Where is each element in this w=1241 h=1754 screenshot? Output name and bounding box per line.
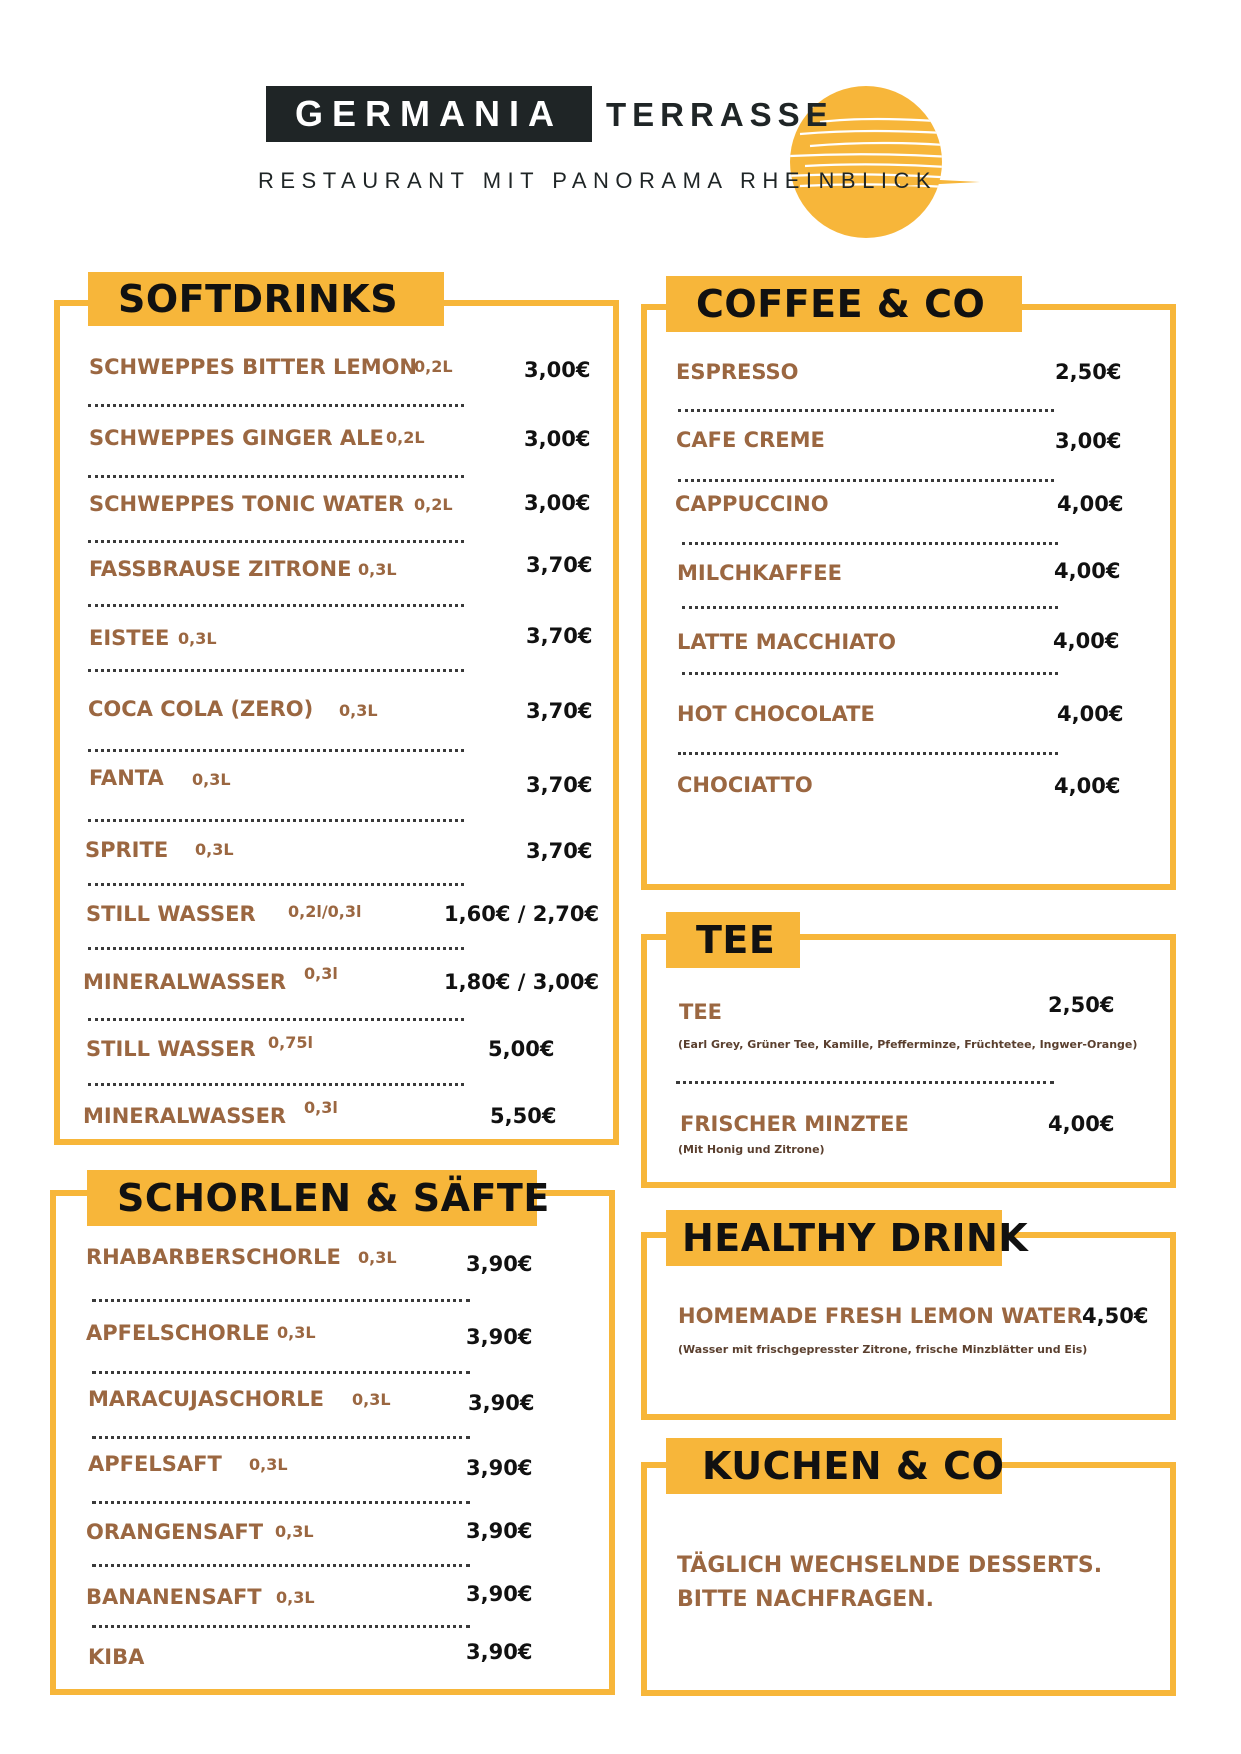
item-size: 0,3L [178,629,217,648]
item-price: 3,70€ [526,553,593,577]
item-price: 3,90€ [466,1582,533,1606]
item-size: 0,3l [304,1098,338,1117]
dotted-leader [682,606,1058,609]
item-price: 3,90€ [466,1640,533,1664]
item-name: LATTE MACCHIATO [677,630,896,654]
item-name: COCA COLA (ZERO) [88,697,314,721]
dotted-leader [92,1625,470,1628]
item-name: MILCHKAFFEE [677,561,842,585]
dotted-leader [88,1018,464,1021]
item-price: 4,50€ [1082,1304,1149,1328]
item-name: HOT CHOCOLATE [677,702,875,726]
dotted-leader [676,1081,1054,1084]
dotted-leader [682,672,1058,675]
item-size: 0,2l/0,3l [288,902,362,921]
dotted-leader [88,947,464,950]
item-name: ESPRESSO [676,360,799,384]
item-size: 0,75l [268,1033,313,1052]
item-size: 0,3L [277,1323,316,1342]
item-name: STILL WASSER [86,902,256,926]
item-size: 0,3L [275,1522,314,1541]
item-name: FANTA [89,766,164,790]
item-price: 3,70€ [526,624,593,648]
item-price: 2,50€ [1055,360,1122,384]
item-name: EISTEE [89,626,170,650]
item-price: 3,90€ [466,1252,533,1276]
dotted-leader [92,1501,470,1504]
dotted-leader [88,540,464,543]
item-price: 4,00€ [1057,492,1124,516]
item-name: RHABARBERSCHORLE [86,1245,341,1269]
dotted-leader [88,669,464,672]
dotted-leader [92,1436,470,1439]
dotted-leader [678,752,1058,755]
coffee-title: COFFEE & CO [666,276,1022,332]
item-size: 0,3L [358,1248,397,1267]
item-size: 0,3L [358,560,397,579]
item-price: 3,00€ [524,491,591,515]
item-price: 3,90€ [466,1325,533,1349]
item-name: TEE [679,1000,723,1024]
item-name: HOMEMADE FRESH LEMON WATER [678,1304,1083,1328]
item-price: 4,00€ [1057,702,1124,726]
item-price: 3,00€ [524,427,591,451]
item-size: 0,2L [386,428,425,447]
brand-light: TERRASSE [606,96,834,133]
restaurant-subtitle: RESTAURANT MIT PANORAMA RHEINBLICK [258,168,938,193]
dotted-leader [92,1371,470,1374]
item-size: 0,2L [414,357,453,376]
item-name: ORANGENSAFT [86,1520,264,1544]
item-name: MINERALWASSER [83,970,287,994]
brand-dark: GERMANIA [266,86,592,142]
item-price: 4,00€ [1053,629,1120,653]
item-size: 0,3L [276,1588,315,1607]
item-size: 0,3L [195,840,234,859]
item-name: CAFE CREME [676,428,825,452]
schorlen-title: SCHORLEN & SÄFTE [87,1170,537,1226]
item-size: 0,3L [192,770,231,789]
item-price: 3,00€ [524,358,591,382]
item-price: 3,90€ [468,1391,535,1415]
item-price: 3,70€ [526,839,593,863]
dotted-leader [88,604,464,607]
item-price: 3,90€ [466,1456,533,1480]
item-name: STILL WASSER [86,1037,256,1061]
item-note: (Mit Honig und Zitrone) [678,1143,825,1156]
item-name: BANANENSAFT [86,1585,262,1609]
dotted-leader [92,1299,470,1302]
item-name: CAPPUCCINO [675,492,829,516]
item-name: APFELSCHORLE [86,1321,270,1345]
item-price: 5,00€ [488,1037,555,1061]
dotted-leader [92,1564,470,1567]
dotted-leader [88,475,464,478]
item-price: 1,80€ / 3,00€ [444,970,600,994]
item-size: 0,2L [414,495,453,514]
item-name: SCHWEPPES TONIC WATER [89,492,405,516]
item-name: FASSBRAUSE ZITRONE [89,557,352,581]
item-price: 5,50€ [490,1104,557,1128]
item-size: 0,3l [304,964,338,983]
item-name: FRISCHER MINZTEE [680,1112,909,1136]
coffee-section [641,304,1176,890]
item-size: 0,3L [249,1455,288,1474]
item-price: 3,00€ [1055,429,1122,453]
item-name: MARACUJASCHORLE [88,1387,324,1411]
item-note: (Earl Grey, Grüner Tee, Kamille, Pfefferminze, Früchtetee, Ingwer-Orange) [678,1038,1138,1051]
dotted-leader [88,749,464,752]
item-price: 3,70€ [526,773,593,797]
item-name: SCHWEPPES GINGER ALE [89,426,384,450]
item-note: (Wasser mit frischgepresster Zitrone, frische Minzblätter und Eis) [678,1343,1088,1356]
healthy-title: HEALTHY DRINK [666,1210,1002,1266]
dotted-leader [88,883,464,886]
kuchen-title: KUCHEN & CO [666,1438,1002,1494]
item-price: 4,00€ [1048,1112,1115,1136]
dotted-leader [88,819,464,822]
item-name: APFELSAFT [88,1452,222,1476]
item-price: 2,50€ [1048,993,1115,1017]
item-name: CHOCIATTO [677,773,813,797]
item-price: 3,70€ [526,699,593,723]
item-size: 0,3L [352,1390,391,1409]
item-name: MINERALWASSER [83,1104,287,1128]
item-price: 4,00€ [1054,559,1121,583]
dotted-leader [678,409,1054,412]
item-name: SPRITE [85,838,169,862]
dotted-leader [678,479,1054,482]
dotted-leader [88,1083,464,1086]
item-price: 1,60€ / 2,70€ [444,902,600,926]
item-price: 3,90€ [466,1519,533,1543]
dotted-leader [682,542,1058,545]
item-name: SCHWEPPES BITTER LEMON [89,355,418,379]
item-size: 0,3L [339,701,378,720]
item-name: KIBA [88,1645,145,1669]
dotted-leader [88,404,464,407]
item-price: 4,00€ [1054,774,1121,798]
kuchen-description: TÄGLICH WECHSELNDE DESSERTS. BITTE NACHFRAGEN. [677,1553,1103,1612]
softdrinks-title: SOFTDRINKS [88,272,444,326]
tee-title: TEE [666,912,800,968]
